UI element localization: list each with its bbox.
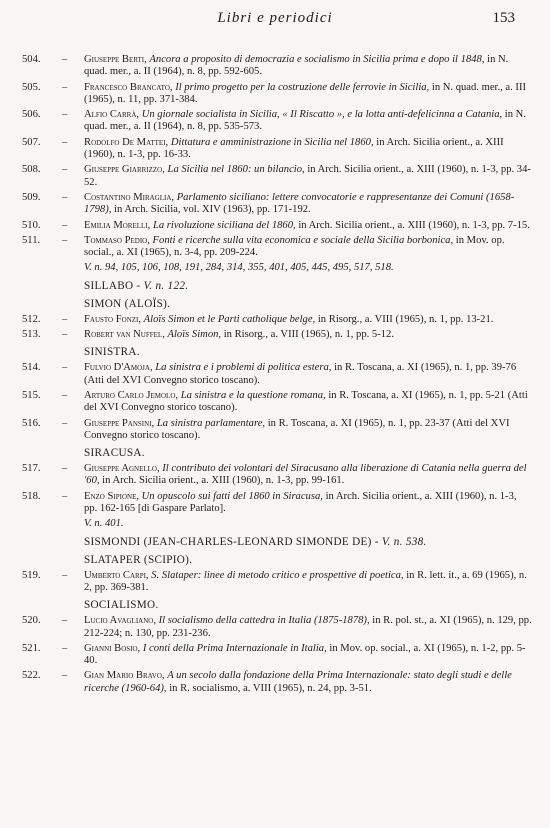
bibliography-entry bbox=[22, 615, 532, 640]
entry-number: 506. bbox=[22, 109, 41, 121]
subject-heading bbox=[22, 554, 532, 567]
entry-author: Robert van Nuffel, bbox=[84, 329, 165, 341]
entry-number: 522. bbox=[22, 670, 41, 682]
entry-dash: – bbox=[62, 642, 68, 654]
entry-number: 520. bbox=[22, 615, 41, 627]
entry-author: Arturo Carlo Jemolo, bbox=[84, 389, 179, 401]
entry-number: 518. bbox=[22, 490, 41, 502]
entry-number: 519. bbox=[22, 569, 41, 581]
heading-cross-reference: V. n. 538. bbox=[381, 535, 427, 548]
entry-title: Dittatura e amministrazione in Sicilia nel 1860, bbox=[170, 136, 374, 148]
running-title: Libri e periodici bbox=[217, 10, 333, 26]
entry-title: Un opuscolo sui fatti del 1860 in Siracusa, bbox=[141, 490, 323, 502]
entry-title: La sinistra parlamentare, bbox=[156, 417, 266, 429]
entry-number: 509. bbox=[22, 191, 41, 203]
bibliography-entry bbox=[22, 109, 532, 134]
entry-dash: – bbox=[62, 490, 68, 502]
entry-number: 516. bbox=[22, 417, 41, 429]
entry-source: in R. lett. it., a. 69 (1965), n. 2, pp. 369-381. bbox=[84, 569, 527, 593]
entry-source: in Mov. op. social., a. XI (1965), n. 1-2, pp. 5-40. bbox=[84, 642, 526, 667]
entry-dash: – bbox=[62, 362, 68, 374]
entry-number: 507. bbox=[22, 136, 41, 148]
entry-title: La rivoluzione siciliana del 1860, bbox=[152, 219, 296, 231]
heading-cross-reference: V. n. 122. bbox=[143, 279, 189, 292]
entry-title: I conti della Prima Internazionale in Italia, bbox=[142, 642, 327, 654]
entry-dash: – bbox=[62, 313, 68, 325]
heading-text: SISMONDI (JEAN-CHARLES-LEONARD SIMONDE DE) - bbox=[84, 535, 379, 548]
entry-author: Giuseppe Berti, bbox=[84, 54, 147, 65]
subject-heading bbox=[22, 280, 532, 293]
entry-dash: – bbox=[62, 219, 68, 231]
entry-title: A un secolo dalla fondazione della Prima Internazionale: stato degli studi e delle ricerche (1960-64), bbox=[84, 670, 512, 694]
bibliography-entry bbox=[22, 570, 532, 595]
entry-author: Fulvio D'Amoja, bbox=[84, 362, 153, 374]
entry-dash: – bbox=[62, 389, 68, 401]
entry-author: Gianni Bosio, bbox=[84, 642, 141, 654]
bibliography-entry bbox=[22, 192, 532, 217]
running-head bbox=[0, 10, 550, 36]
entry-source: in Risorg., a. VIII (1965), n. 1, pp. 13-21. bbox=[317, 313, 494, 325]
entry-title: Il socialismo della cattedra in Italia (1875-1878), bbox=[158, 615, 370, 627]
entry-title: Aloïs Simon, bbox=[167, 329, 222, 341]
bibliography-entry bbox=[22, 463, 532, 488]
entry-title: Il contributo dei volontari del Siracusano alla liberazione di Catania nella guerra del '60, bbox=[84, 463, 527, 487]
heading-text: SIRACUSA. bbox=[84, 447, 145, 460]
entry-source: in R. Toscana, a. XI (1965), n. 1, pp. 39-76 (Atti del XVI Convegno storico toscano). bbox=[84, 362, 517, 386]
entry-title: Un giornale socialista in Sicilia, « Il Riscatto », e la lotta anti-defelicinna a Catania, bbox=[141, 109, 503, 121]
entry-title: Il primo progetto per la costruzione delle ferrovie in Sicilia, bbox=[175, 81, 430, 93]
entry-author: Rodolfo De Mattei, bbox=[84, 136, 169, 148]
bibliography-entry bbox=[22, 54, 532, 79]
entry-dash: – bbox=[62, 329, 68, 341]
entry-dash: – bbox=[62, 569, 68, 581]
subject-heading bbox=[22, 298, 532, 311]
entry-title: La sinistra e la questione romana, bbox=[180, 389, 326, 401]
entry-dash: – bbox=[62, 109, 68, 121]
subject-heading bbox=[22, 346, 532, 359]
entry-author: Tommaso Pedio, bbox=[84, 234, 150, 246]
entry-author: Lucio Avagliano, bbox=[84, 615, 156, 627]
entry-title: Fonti e ricerche sulla vita economica e sociale della Sicilia borbonica, bbox=[152, 234, 454, 246]
bibliography-entry bbox=[22, 418, 532, 443]
entry-source: in R. pol. st., a. XI (1965), n. 129, pp. 212-224; n. 130, pp. 231-236. bbox=[84, 615, 532, 639]
entry-number: 504. bbox=[22, 54, 41, 65]
cross-reference: V. n. 401. bbox=[84, 518, 124, 530]
entry-source: in Arch. Sicilia, vol. XIV (1963), pp. 171-192. bbox=[114, 204, 311, 216]
entry-author: Costantino Miraglia, bbox=[84, 191, 175, 203]
entry-title: La sinistra e i problemi di politica estera, bbox=[155, 362, 332, 374]
subject-heading bbox=[22, 447, 532, 460]
entry-number: 515. bbox=[22, 389, 41, 401]
bibliography-entry bbox=[22, 491, 532, 516]
entry-source: in N. quad. mer., a. II (1964), n. 8, pp. 592-605. bbox=[84, 54, 509, 78]
bibliography-entry bbox=[22, 670, 532, 695]
bibliography-entry bbox=[22, 329, 532, 341]
entry-title: Aloïs Simon et le Parti catholique belge, bbox=[143, 313, 316, 325]
heading-text: SILLABO - bbox=[84, 279, 141, 292]
entry-number: 508. bbox=[22, 164, 41, 176]
entry-author: Alfio Carrà, bbox=[84, 109, 140, 121]
entry-number: 513. bbox=[22, 329, 41, 341]
entry-source: in R. Toscana, a. XI (1965), n. 1, pp. 23-37 (Atti del XVI Convegno storico toscano). bbox=[84, 417, 510, 441]
bibliography-entry bbox=[22, 235, 532, 260]
entry-author: Giuseppe Pansini, bbox=[84, 417, 155, 429]
entry-number: 517. bbox=[22, 463, 41, 475]
entry-source: in Risorg., a. VIII (1965), n. 1, pp. 5-12. bbox=[223, 329, 394, 341]
entry-title: La Sicilia nel 1860: un bilancio, bbox=[167, 164, 305, 176]
bibliography-entry bbox=[22, 137, 532, 162]
bibliography-entry bbox=[22, 643, 532, 668]
entry-title: S. Slataper: linee di metodo critico e prospettive di poetica, bbox=[151, 569, 404, 581]
heading-text: SOCIALISMO. bbox=[84, 599, 159, 612]
entry-source: in R. socialismo, a. VIII (1965), n. 24, pp. 3-51. bbox=[169, 682, 372, 694]
entry-dash: – bbox=[62, 81, 68, 93]
bibliography-entry bbox=[22, 390, 532, 415]
entry-dash: – bbox=[62, 670, 68, 682]
entry-source: in Arch. Sicilia orient., a. XIII (1960), n. 1-3, pp. 16-33. bbox=[84, 136, 504, 161]
page-number: 153 bbox=[492, 10, 515, 26]
entry-author: Fausto Fonzi, bbox=[84, 313, 142, 325]
bibliography-entry bbox=[22, 362, 532, 387]
entry-title: Ancora a proposito di democrazia e socialismo in Sicilia prima e dopo il 1848, bbox=[149, 54, 485, 65]
entry-source: in Arch. Sicilia orient., a. XIII (1960), n. 1-3, pp. 7-15. bbox=[298, 219, 530, 231]
entry-dash: – bbox=[62, 615, 68, 627]
entry-author: Giuseppe Agnello, bbox=[84, 463, 160, 475]
entry-author: Emilia Morelli, bbox=[84, 219, 151, 231]
entry-number: 521. bbox=[22, 642, 41, 654]
entry-author: Francesco Brancato, bbox=[84, 81, 173, 93]
entry-author: Gian Mario Bravo, bbox=[84, 670, 165, 682]
heading-text: SIMON (ALOÏS). bbox=[84, 297, 171, 310]
bibliography-entry bbox=[22, 164, 532, 189]
bibliography-entry bbox=[22, 314, 532, 326]
subject-heading bbox=[22, 536, 532, 549]
entry-dash: – bbox=[62, 136, 68, 148]
heading-text: SLATAPER (SCIPIO). bbox=[84, 553, 193, 566]
cross-reference: V. n. 94, 105, 106, 108, 191, 284, 314, 355, 401, 405, 445, 495, 517, 518. bbox=[84, 262, 394, 274]
entry-source: in N. quad. mer., a. III (1965), n. 11, pp. 371-384. bbox=[84, 81, 527, 105]
bibliography-entry bbox=[22, 220, 532, 232]
entry-number: 512. bbox=[22, 313, 41, 325]
entry-source: in R. Toscana, a. XI (1965), n. 1, pp. 5-21 (Atti del XVI Convegno storico toscano). bbox=[84, 389, 528, 414]
entry-number: 511. bbox=[22, 234, 41, 246]
bibliography-entry bbox=[22, 82, 532, 107]
entry-source: in Arch. Sicilia orient., a. XIII (1960), n. 1-3, pp. 99-161. bbox=[102, 475, 345, 487]
entry-author: Umberto Carpi, bbox=[84, 569, 149, 581]
entry-dash: – bbox=[62, 191, 68, 203]
entry-dash: – bbox=[62, 54, 68, 65]
entry-number: 514. bbox=[22, 362, 41, 374]
entry-source: in Arch. Sicilia orient., a. XIII (1960), n. 1-3, pp. 34-52. bbox=[84, 164, 531, 188]
heading-text: SINISTRA. bbox=[84, 346, 140, 359]
entry-source: in Mov. op. social., a. XI (1965), n. 3-4, pp. 209-224. bbox=[84, 234, 505, 259]
entry-source: in N. quad. mer., a. II (1964), n. 8, pp. 535-573. bbox=[84, 109, 526, 133]
entry-title: Parlamento siciliano: lettere convocatorie e rappresentanze dei Comuni (1658-1798), bbox=[84, 191, 515, 216]
entry-author: Enzo Sipione, bbox=[84, 490, 139, 502]
entry-dash: – bbox=[62, 164, 68, 176]
bibliography-list bbox=[22, 54, 532, 698]
entry-number: 510. bbox=[22, 219, 41, 231]
entry-dash: – bbox=[62, 234, 68, 246]
entry-dash: – bbox=[62, 463, 68, 475]
entry-number: 505. bbox=[22, 81, 41, 93]
entry-source: in Arch. Sicilia orient., a. XIII (1960), n. 1-3, pp. 162-165 [di Gaspare Parlato]. bbox=[84, 490, 517, 515]
entry-author: Giuseppe Giarrizzo, bbox=[84, 164, 165, 176]
subject-heading bbox=[22, 599, 532, 612]
entry-dash: – bbox=[62, 417, 68, 429]
